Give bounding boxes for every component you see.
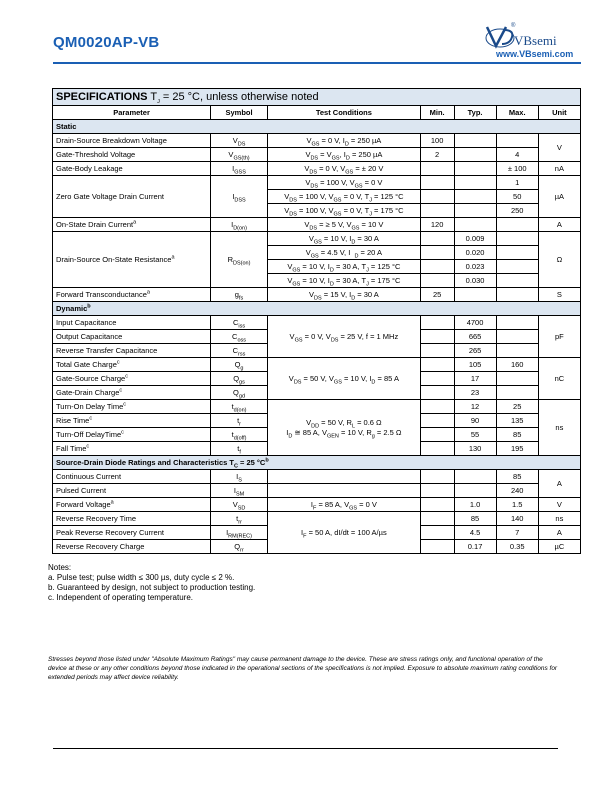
table-row: $V_{DS} = 100$ V, $V_{GS} = 0$ V, $T_J = 125$ °C 50 <box>53 190 581 204</box>
table-row: Output Capacitance $C_{oss}$ 665 <box>53 330 581 344</box>
table-row: Gate-Body Leakage $I_{GSS}$ $V_{DS} = 0$ V, $V_{GS}$ = ± 20 V ± 100 nA <box>53 162 581 176</box>
note-c: c. Independent of operating temperature. <box>48 593 193 602</box>
test-condition: $V_{DD} = 50$ V, $R_L = 0.6$ Ω $I_D$ ≅ 85 A, $V_{GEN} = 10$ V, $R_g = 2.5$ Ω <box>267 400 420 456</box>
table-row: $V_{DS} = 100$ V, $V_{GS} = 0$ V, $T_J = 175$ °C 250 <box>53 204 581 218</box>
test-condition: $V_{DS} = 15$ V, $I_D = 30$ A <box>267 288 420 302</box>
note-b: b. Guaranteed by design, not subject to production testing. <box>48 583 256 592</box>
test-condition: $V_{DS}$ = ≥ 5 V, $V_{GS} = 10$ V <box>267 218 420 232</box>
test-condition: $V_{GS} = 0$ V, $I_D = 250$ µA <box>267 134 420 148</box>
test-condition: $V_{DS} = 0$ V, $V_{GS}$ = ± 20 V <box>267 162 420 176</box>
test-condition: $V_{GS} = 10$ V, $I_D = 30$ A, $T_J = 175$ °C <box>267 274 420 288</box>
table-row: Turn-On Delay Time$^c$ $t_{d(on)}$ $V_{DD} = 50$ V, $R_L = 0.6$ Ω $I_D$ ≅ 85 A, $V_{GEN} = 10$ V, $R_g = 2.5$ Ω 12 25 ns <box>53 400 581 414</box>
note-a: a. Pulse test; pulse width ≤ 300 µs, duty cycle ≤ 2 %. <box>48 573 235 582</box>
test-condition: $V_{DS} = 100$ V, $V_{GS} = 0$ V, $T_J = 175$ °C <box>267 204 420 218</box>
test-condition: $V_{DS} = 100$ V, $V_{GS} = 0$ V <box>267 176 420 190</box>
table-row: $V_{GS} = 4.5$ V, I $_D$ = 20 A 0.020 <box>53 246 581 260</box>
part-number: QM0020AP-VB <box>53 34 160 51</box>
test-condition: $V_{DS} = 100$ V, $V_{GS} = 0$ V, $T_J = 125$ °C <box>267 190 420 204</box>
table-row: Forward Voltage$^a$ $V_{SD}$ $I_F = 85$ A, $V_{GS} = 0$ V 1.0 1.5 V <box>53 498 581 512</box>
registered-mark: ® <box>511 23 516 29</box>
section-static: Static <box>53 120 581 134</box>
table-row: Turn-Off DelayTime$^c$ $t_{d(off)}$ 55 85 <box>53 428 581 442</box>
column-headers: Parameter Symbol Test Conditions Min. Typ. Max. Unit <box>53 106 581 120</box>
table-row: Pulsed Current $I_{SM}$ 240 <box>53 484 581 498</box>
stress-disclaimer: Stresses beyond those listed under "Absolute Maximum Ratings" may cause permanent damage to the device. These are stress ratings only, and functional operation of the device at these or any other conditions beyond those indicated in the operational sections of the specifications is not implied. Exposure to absolute maximum rating conditions for extended periods may affect device reliability. <box>48 656 558 681</box>
table-row: $V_{GS} = 10$ V, $I_D = 30$ A, $T_J = 175$ °C 0.030 <box>53 274 581 288</box>
test-condition: $V_{GS} = 4.5$ V, I $_D$ = 20 A <box>267 246 420 260</box>
brand-website: www.VBsemi.com <box>496 49 574 59</box>
table-row: Reverse Recovery Time $t_{rr}$ $I_F = 50$ A, dI/dt = 100 A/µs 85 140 ns <box>53 512 581 526</box>
notes-heading: Notes: <box>48 563 72 572</box>
test-condition: $I_F = 50$ A, dI/dt = 100 A/µs <box>267 512 420 554</box>
table-row: Gate-Threshold Voltage $V_{GS(th)}$ $V_{DS} = V_{GS}$, $I_D = 250$ µA 2 4 <box>53 148 581 162</box>
table-row: Fall Time$^c$ $t_f$ 130 195 <box>53 442 581 456</box>
section-source-drain: Source-Drain Diode Ratings and Characteristics $T_C = 25$ $^\circ C^b$ <box>53 456 581 470</box>
table-row: Drain-Source On-State Resistance$^a$ $R_{DS(on)}$ $V_{GS} = 10$ V, $I_D = 30$ A 0.009 Ω <box>53 232 581 246</box>
header-rule <box>53 62 581 64</box>
brand-name: VBsemi <box>514 33 557 48</box>
test-condition: $V_{GS} = 10$ V, $I_D = 30$ A <box>267 232 420 246</box>
table-row: Reverse Recovery Charge $Q_{rr}$ 0.17 0.35 µC <box>53 540 581 554</box>
table-row: Drain-Source Breakdown Voltage $V_{DS}$ $V_{GS} = 0$ V, $I_D = 250$ µA 100 V <box>53 134 581 148</box>
table-row: Reverse Transfer Capacitance $C_{rss}$ 265 <box>53 344 581 358</box>
table-row: Rise Time$^c$ $t_r$ 90 135 <box>53 414 581 428</box>
table-row: Total Gate Charge$^c$ $Q_g$ $V_{DS} = 50$ V, $V_{GS} = 10$ V, $I_D = 85$ A 105 160 nC <box>53 358 581 372</box>
notes <box>48 563 255 603</box>
test-condition: $I_F = 85$ A, $V_{GS} = 0$ V <box>267 498 420 512</box>
table-row: Zero Gate Voltage Drain Current $I_{DSS}$ $V_{DS} = 100$ V, $V_{GS} = 0$ V 1 µA <box>53 176 581 190</box>
test-condition: $V_{GS} = 0$ V, $V_{DS} = 25$ V, f = 1 MHz <box>267 316 420 358</box>
table-row: $V_{GS} = 10$ V, $I_D = 30$ A, $T_J = 125$ °C 0.023 <box>53 260 581 274</box>
footer-rule <box>53 748 558 749</box>
brand-logo <box>484 24 580 60</box>
table-row: Gate-Source Charge$^c$ $Q_{gs}$ 17 <box>53 372 581 386</box>
test-condition: $V_{DS} = V_{GS}$, $I_D = 250$ µA <box>267 148 420 162</box>
table-row: Gate-Drain Charge$^c$ $Q_{gd}$ 23 <box>53 386 581 400</box>
table-title: SPECIFICATIONS $T_J = 25$ °C, unless otherwise noted <box>53 89 581 106</box>
test-condition: $V_{DS} = 50$ V, $V_{GS} = 10$ V, $I_D = 85$ A <box>267 358 420 400</box>
section-dynamic: Dynamic$^b$ <box>53 302 581 316</box>
table-row: Forward Transconductance$^a$ $g_{fs}$ $V_{DS} = 15$ V, $I_D = 30$ A 25 S <box>53 288 581 302</box>
table-row: Continuous Current $I_S$ 85 A <box>53 470 581 484</box>
test-condition: $V_{GS} = 10$ V, $I_D = 30$ A, $T_J = 125$ °C <box>267 260 420 274</box>
table-row: Peak Reverse Recovery Current $I_{RM(REC)}$ 4.5 7 A <box>53 526 581 540</box>
table-row: Input Capacitance $C_{iss}$ $V_{GS} = 0$ V, $V_{DS} = 25$ V, f = 1 MHz 4700 pF <box>53 316 581 330</box>
table-row: On-State Drain Current$^a$ $I_{D(on)}$ $V_{DS}$ = ≥ 5 V, $V_{GS} = 10$ V 120 A <box>53 218 581 232</box>
specifications-table <box>52 88 581 554</box>
